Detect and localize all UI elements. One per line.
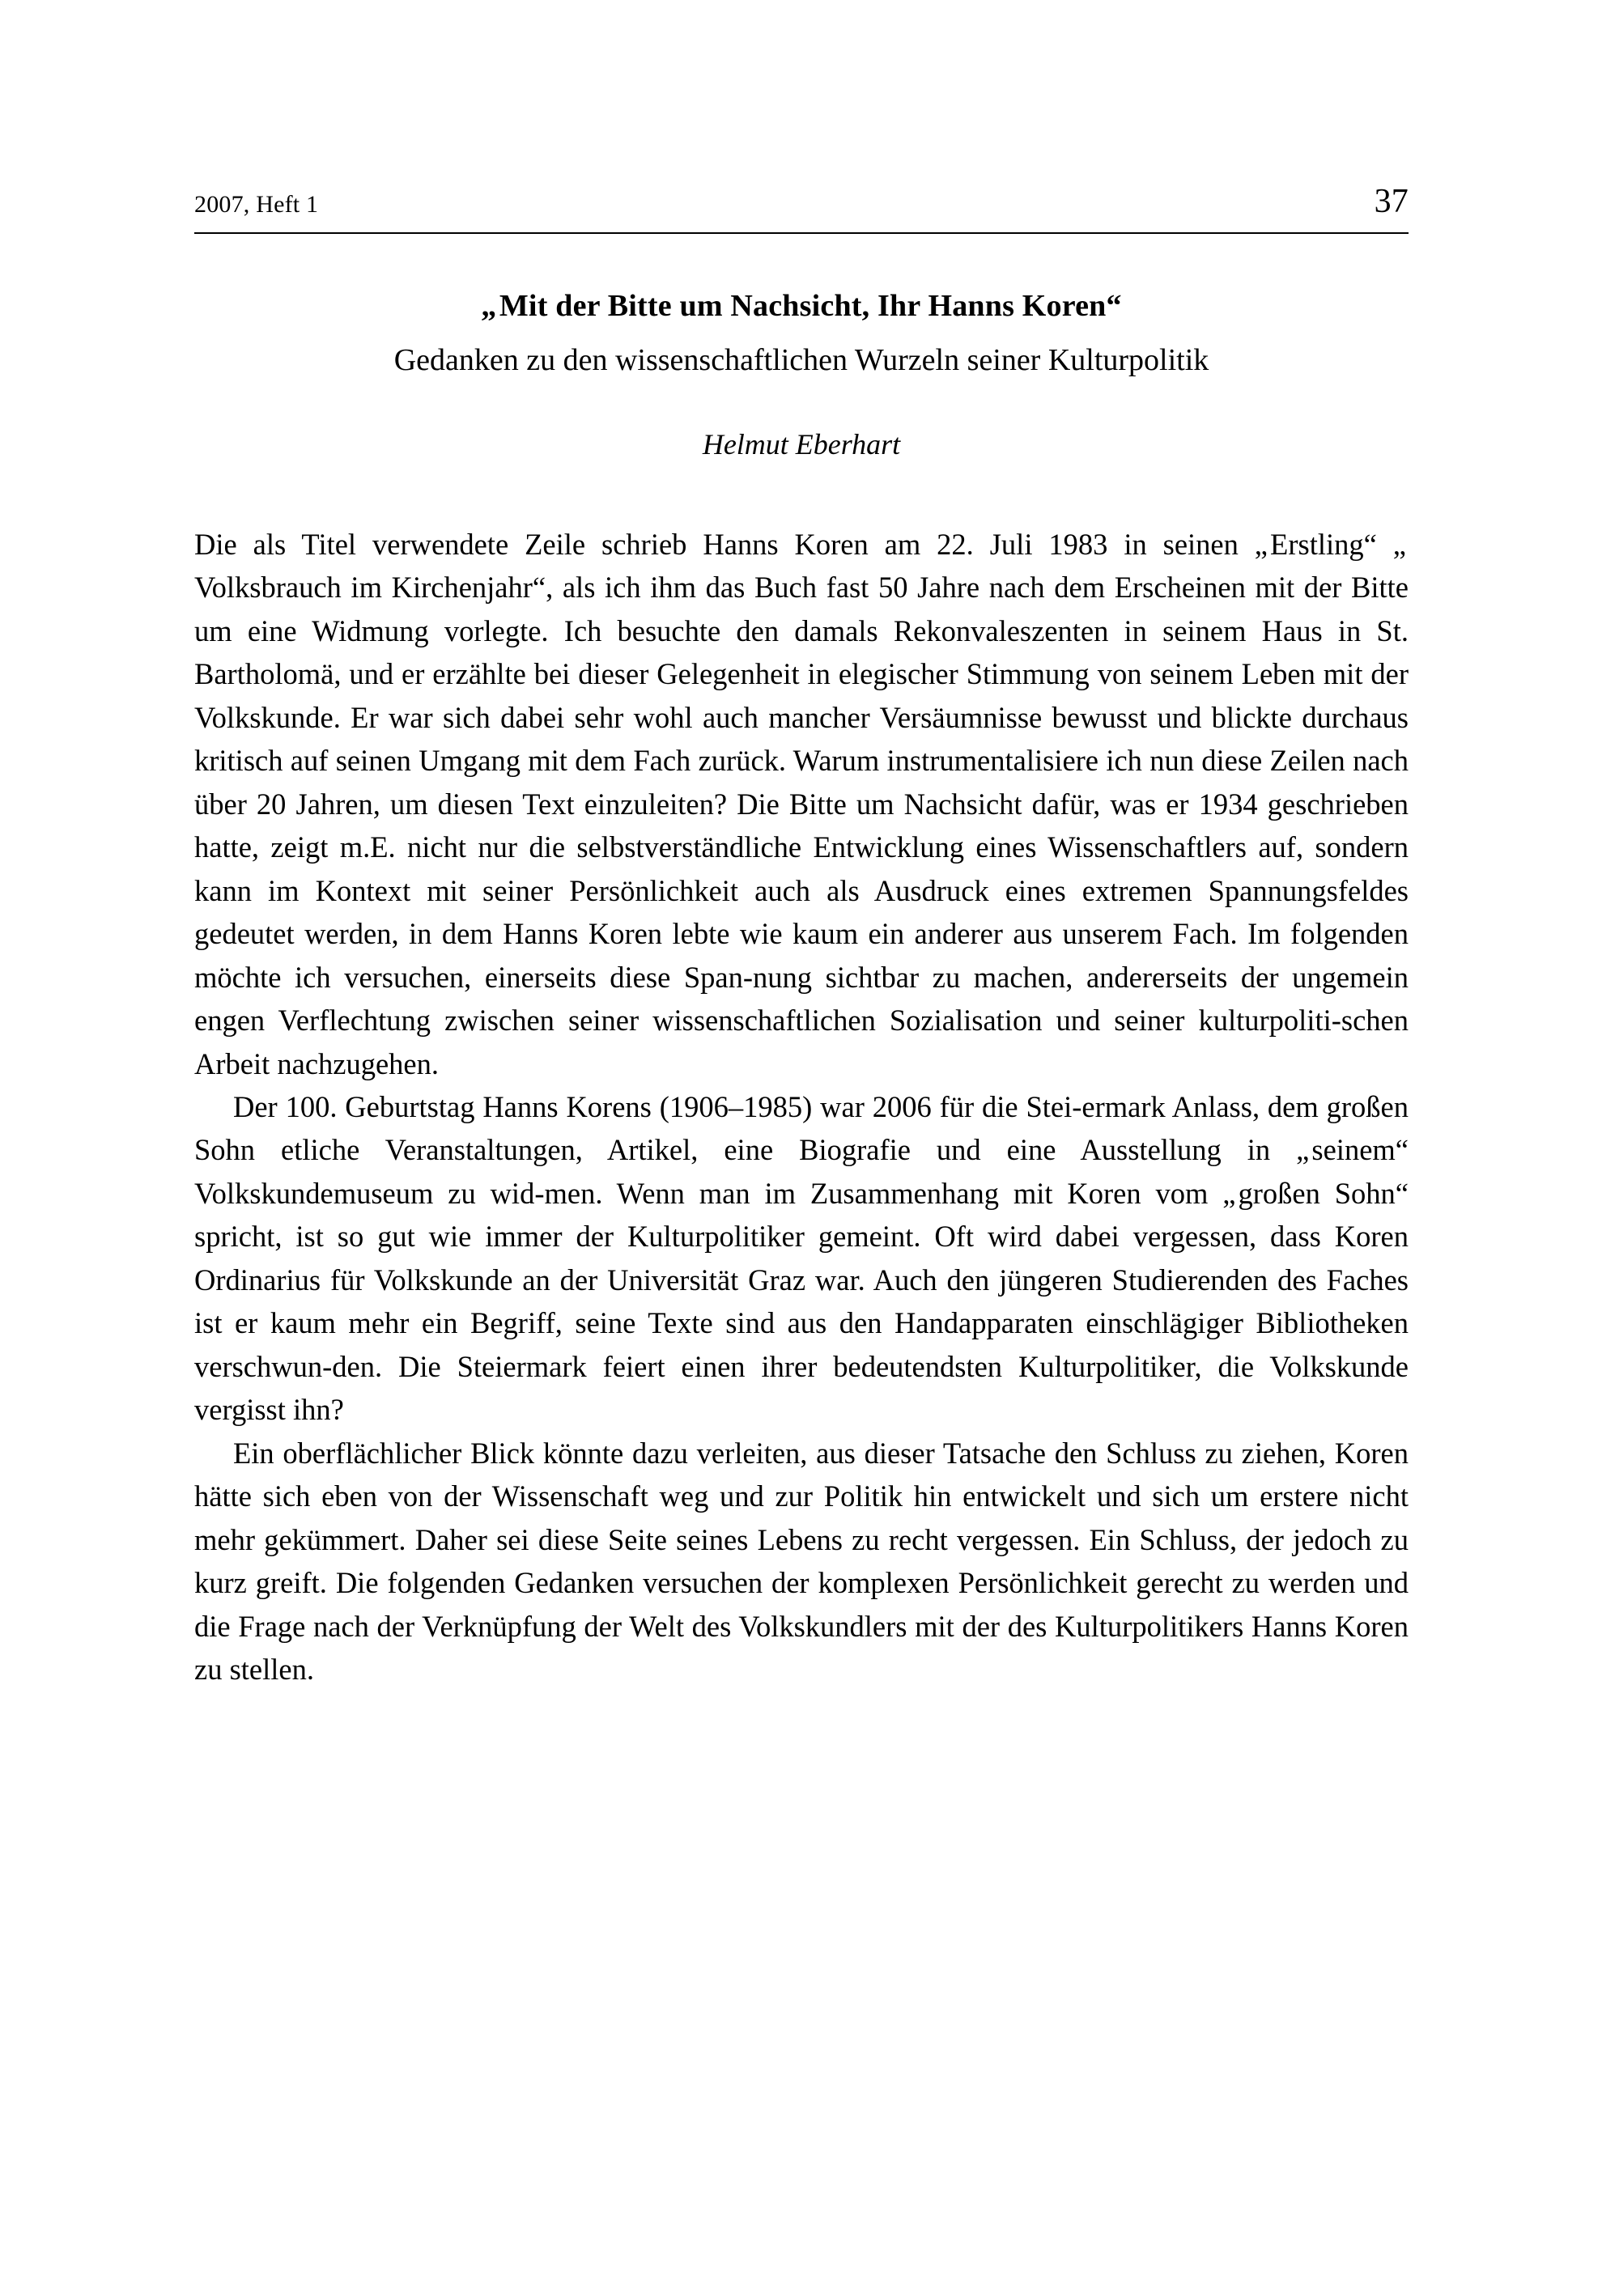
article-title: „ Mit der Bitte um Nachsicht, Ihr Hanns Koren“ <box>481 289 1122 323</box>
issue-label: 2007, Heft 1 <box>194 191 319 218</box>
article-subtitle: Gedanken zu den wissenschaftlichen Wurzeln seiner Kulturpolitik <box>393 342 1209 377</box>
title-block <box>194 287 1409 380</box>
article-body <box>194 523 1409 1691</box>
body-paragraph: Die als Titel verwendete Zeile schrieb Hanns Koren am 22. Juli 1983 in seinen „ Erstling“ „ Volksbrauch im Kirchenjahr“, als ich ihm das Buch fast 50 Jahre nach dem Erscheinen mit der Bitte um eine Widmung vorlegte. Ich besuchte den damals Rekonvaleszenten in seinem Haus in St. Bartholomä, und er erzählte bei dieser Gelegenheit in elegischer Stimmung von seinem Leben mit der Volkskunde. Er war sich dabei sehr wohl auch mancher Versäumnisse bewusst und blickte durchaus kritisch auf seinen Umgang mit dem Fach zurück. Warum instrumentalisiere ich nun diese Zeilen nach über 20 Jahren, um diesen Text einzuleiten? Die Bitte um Nachsicht dafür, was er 1934 geschrieben hatte, zeigt m.E. nicht nur die selbstverständliche Entwicklung eines Wissenschaftlers auf, sondern kann im Kontext mit seiner Persönlichkeit auch als Ausdruck eines extremen Spannungsfeldes gedeutet werden, in dem Hanns Koren lebte wie kaum ein anderer aus unserem Fach. Im folgenden möchte ich versuchen, einerseits diese Span-nung sichtbar zu machen, andererseits der ungemein engen Verflechtung zwischen seiner wissenschaftlichen Sozialisation und seiner kulturpoliti-schen Arbeit nachzugehen. <box>194 527 1409 1080</box>
header-rule <box>194 232 1409 234</box>
body-paragraph: Der 100. Geburtstag Hanns Korens (1906–1985) war 2006 für die Stei-ermark Anlass, dem großen Sohn etliche Veranstaltungen, Artikel, eine Biografie und eine Ausstellung in „ seinem“ Volkskundemuseum zu wid-men. Wenn man im Zusammenhang mit Koren vom „ großen Sohn“ spricht, ist so gut wie immer der Kulturpolitiker gemeint. Oft wird dabei vergessen, dass Koren Ordinarius für Volkskunde an der Universität Graz war. Auch den jüngeren Studierenden des Faches ist er kaum mehr ein Begriff, seine Texte sind aus den Handapparaten einschlägiger Bibliotheken verschwun-den. Die Steiermark feiert einen ihrer bedeutendsten Kulturpolitiker, die Volkskunde vergisst ihn? <box>194 1089 1409 1427</box>
body-paragraph: Ein oberflächlicher Blick könnte dazu verleiten, aus dieser Tatsache den Schluss zu ziehen, Koren hätte sich eben von der Wissenschaft weg und zur Politik hin entwickelt und sich um erstere nicht mehr gekümmert. Daher sei diese Seite seines Lebens zu recht vergessen. Ein Schluss, der jedoch zu kurz greift. Die folgenden Gedanken versuchen der komplexen Persönlichkeit gerecht zu werden und die Frage nach der Verknüpfung der Welt des Volkskundlers mit der des Kulturpolitikers Hanns Koren zu stellen. <box>194 1436 1409 1687</box>
page-content <box>194 182 1409 1691</box>
page-number: 37 <box>1374 183 1409 220</box>
running-head <box>194 182 1409 221</box>
article-author: Helmut Eberhart <box>702 427 901 460</box>
